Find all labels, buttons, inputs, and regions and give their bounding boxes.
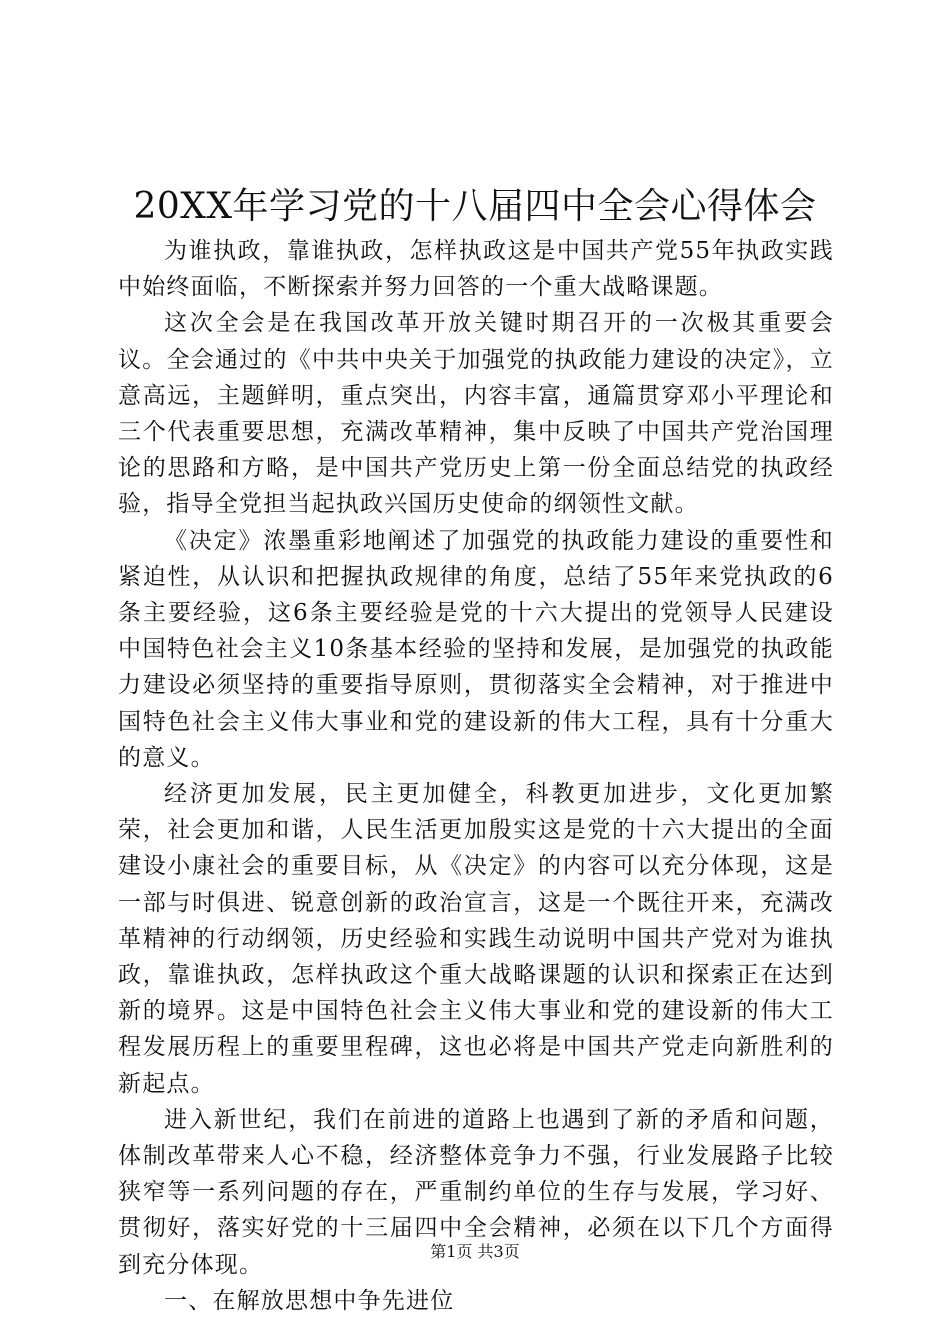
paragraph: 进入新世纪，我们在前进的道路上也遇到了新的矛盾和问题，体制改革带来人心不稳，经济整体竞争力不强，行业发展路子比较狭窄等一系列问题的存在，严重制约单位的生存与发展，学习好、贯彻好，落实好党的十三届四中全会精神，必须在以下几个方面得到充分体现。 [118,1106,834,1278]
document-title: 20XX年学习党的十八届四中全会心得体会 [133,186,817,227]
paragraph: 《决定》浓墨重彩地阐述了加强党的执政能力建设的重要性和紧迫性，从认识和把握执政规律的角度，总结了55年来党执政的6条主要经验，这6条主要经验是党的十六大提出的党领导人民建设中国特色社会主义10条基本经验的坚持和发展，是加强党的执政能力建设必须坚持的重要指导原则，贯彻落实全会精神，对于推进中国特色社会主义伟大事业和党的建设新的伟大工程，具有十分重大的意义。 [118,527,834,771]
section-heading: 一、在解放思想中争先进位 [164,1287,455,1314]
paragraph: 为谁执政，靠谁执政，怎样执政这是中国共产党55年执政实践中始终面临，不断探索并努力回答的一个重大战略课题。 [118,238,834,301]
paragraph: 经济更加发展，民主更加健全，科教更加进步，文化更加繁荣，社会更加和谐，人民生活更加殷实这是党的十六大提出的全面建设小康社会的重要目标，从《决定》的内容可以充分体现，这是一部与时俱进、锐意创新的政治宣言，这是一个既往开来，充满改革精神的行动纲领，历史经验和实践生动说明中国共产党对为谁执政，靠谁执政，怎样执政这个重大战略课题的认识和探索正在达到新的境界。这是中国特色社会主义伟大事业和党的建设新的伟大工程发展历程上的重要里程碑，这也必将是中国共产党走向新胜利的新起点。 [118,781,834,1097]
page-number-footer: 第1页 共3页 [430,1242,520,1261]
document-body [118,233,834,1319]
paragraph: 这次全会是在我国改革开放关键时期召开的一次极其重要会议。全会通过的《中共中央关于加强党的执政能力建设的决定》，立意高远，主题鲜明，重点突出，内容丰富，通篇贯穿邓小平理论和三个代表重要思想，充满改革精神，集中反映了中国共产党治国理论的思路和方略，是中国共产党历史上第一份全面总结党的执政经验，指导全党担当起执政兴国历史使命的纲领性文献。 [118,310,834,518]
